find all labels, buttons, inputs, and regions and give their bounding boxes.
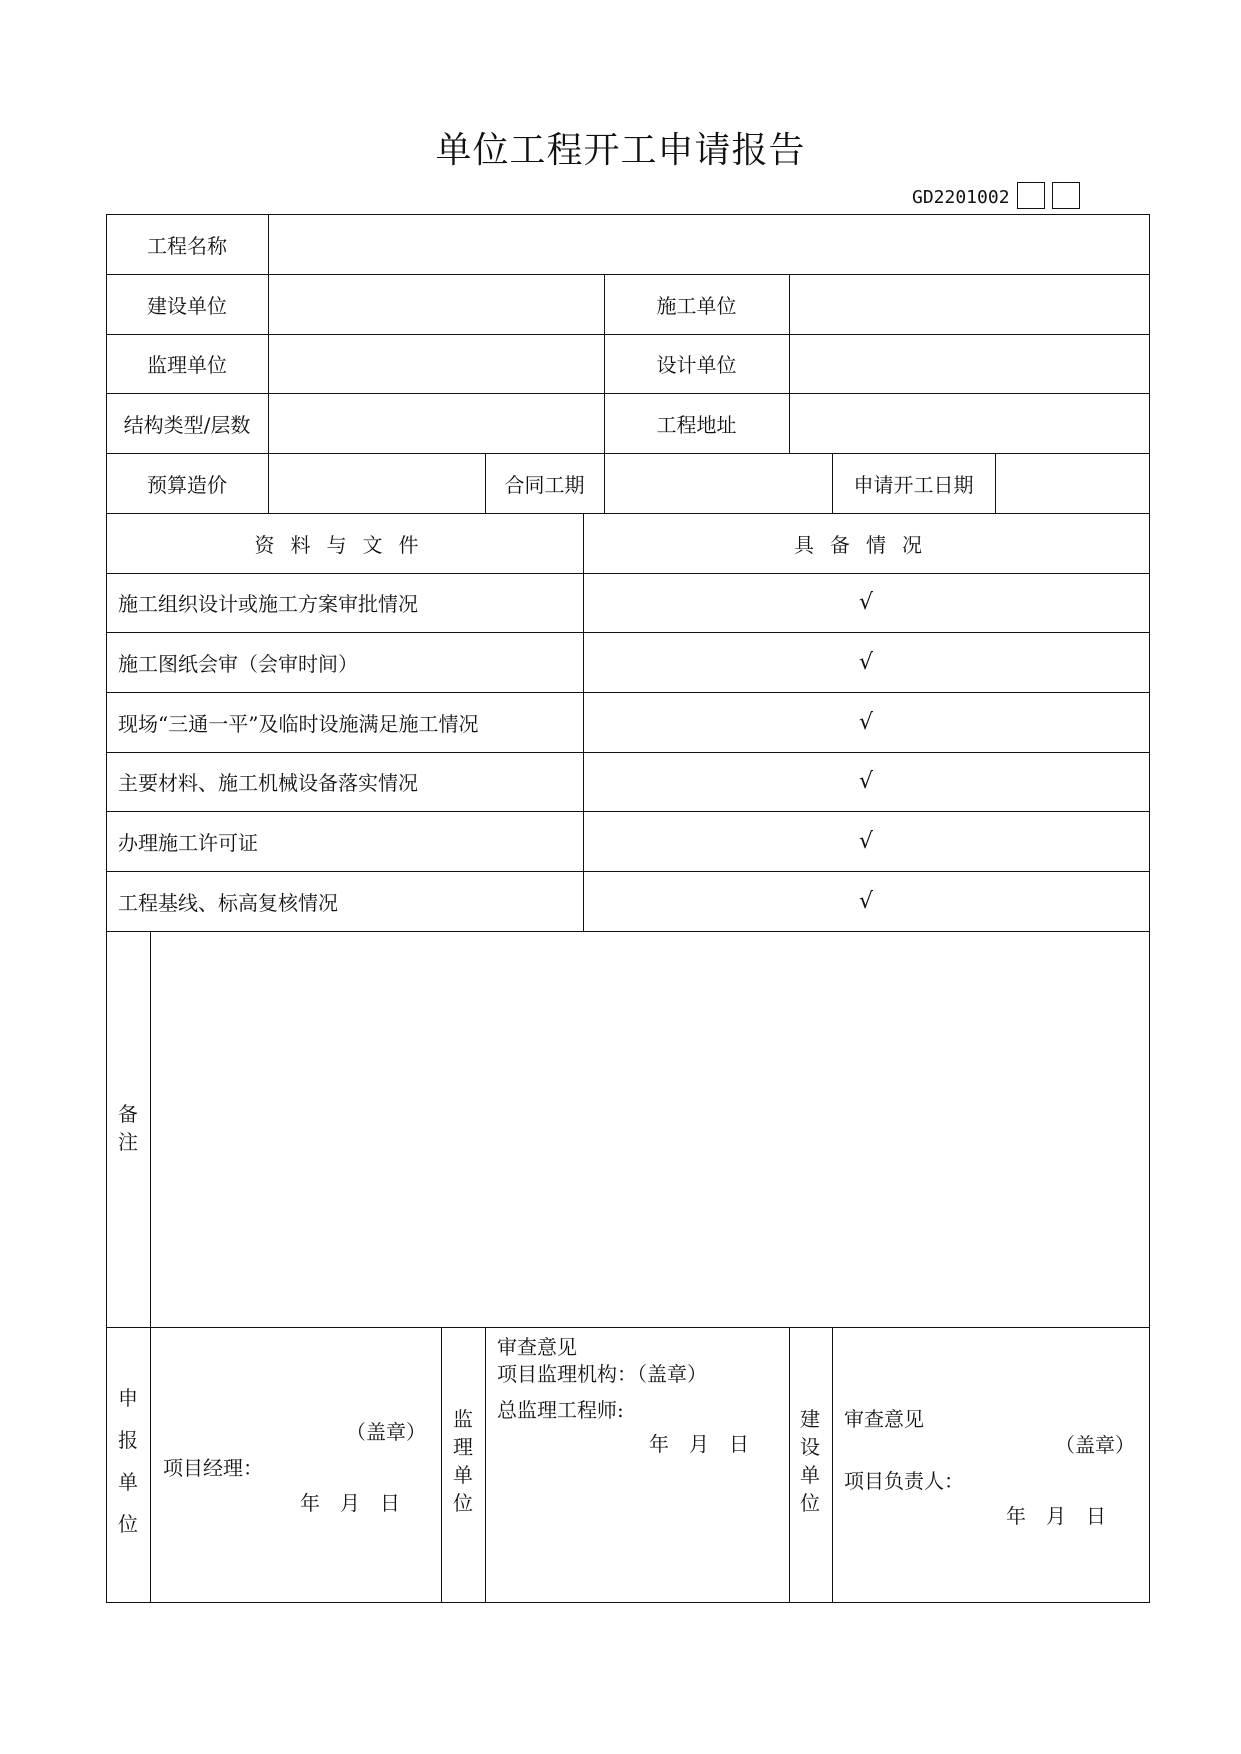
checklist-item-label: 工程基线、标高复核情况	[118, 890, 338, 915]
construction-unit-field[interactable]	[789, 274, 1149, 334]
supervision-opinion-label: 审查意见	[497, 1335, 577, 1359]
label-apply-start-date: 申请开工日期	[853, 472, 974, 497]
owner-opinion-label: 审查意见	[844, 1407, 924, 1431]
label-supervision-unit: 监理单位	[147, 353, 227, 377]
page-title: 单位工程开工申请报告	[435, 130, 806, 171]
checklist-item-label: 办理施工许可证	[118, 830, 258, 855]
applicant-label-char: 位	[118, 1512, 138, 1536]
owner-date: 年 月 日	[1006, 1504, 1106, 1528]
supervision-label-char: 单	[453, 1463, 473, 1487]
checklist-item-status[interactable]: √	[858, 888, 874, 914]
owner-unit-field[interactable]	[268, 274, 604, 334]
applicant-date: 年 月 日	[300, 1491, 400, 1515]
checklist-item-label: 主要材料、施工机械设备落实情况	[118, 771, 418, 795]
supervision-unit-field[interactable]	[268, 334, 604, 393]
applicant-label-char: 单	[118, 1470, 138, 1494]
label-construction-unit: 施工单位	[656, 293, 737, 318]
checklist-item-status[interactable]: √	[858, 709, 874, 735]
label-budget-cost: 预算造价	[147, 472, 227, 497]
remarks-field[interactable]	[150, 931, 1149, 1327]
owner-seal: （盖章）	[1055, 1433, 1135, 1457]
label-owner-unit: 建设单位	[147, 293, 227, 318]
checklist-item-label: 施工图纸会审（会审时间）	[118, 651, 358, 676]
owner-label-char: 建	[800, 1407, 820, 1431]
checklist-item-status[interactable]: √	[858, 649, 874, 675]
form-code: GD2201002	[912, 187, 1010, 208]
checklist-item-status[interactable]: √	[858, 828, 874, 854]
applicant-seal: （盖章）	[346, 1420, 426, 1444]
code-box-1[interactable]	[1017, 182, 1045, 209]
budget-cost-field[interactable]	[268, 453, 485, 513]
applicant-label	[114, 1377, 142, 1545]
supervision-label-char: 理	[453, 1435, 473, 1459]
structure-floors-field[interactable]	[268, 393, 604, 453]
label-contract-period: 合同工期	[504, 472, 585, 497]
contract-period-field[interactable]	[604, 453, 832, 513]
apply-start-date-field[interactable]	[995, 453, 1149, 513]
project-address-field[interactable]	[789, 393, 1149, 453]
label-structure-floors: 结构类型/层数	[123, 412, 251, 437]
design-unit-field[interactable]	[789, 334, 1149, 393]
supervision-org-label: 项目监理机构：（盖章）	[497, 1362, 707, 1386]
applicant-label-char: 报	[118, 1428, 138, 1452]
supervision-engineer-label: 总监理工程师:	[497, 1398, 624, 1422]
checklist-item-label: 施工组织设计或施工方案审批情况	[118, 592, 418, 616]
header-status: 具备情况	[794, 532, 938, 557]
supervision-label-char: 位	[453, 1491, 473, 1515]
applicant-manager-label: 项目经理：	[163, 1456, 263, 1480]
checklist-item-label: 现场“三通一平”及临时设施满足施工情况	[118, 711, 479, 736]
project-name-field[interactable]	[268, 214, 1149, 274]
owner-label-char: 设	[800, 1435, 820, 1459]
owner-label	[796, 1405, 824, 1517]
supervision-label-char: 监	[453, 1407, 473, 1431]
owner-person-label: 项目负责人：	[844, 1469, 964, 1493]
owner-label-char: 单	[800, 1463, 820, 1487]
header-docs: 资料与文件	[254, 532, 435, 557]
remarks-label	[114, 1100, 142, 1156]
label-design-unit: 设计单位	[656, 353, 737, 377]
applicant-label-char: 申	[118, 1386, 138, 1410]
code-box-2[interactable]	[1052, 182, 1080, 209]
supervision-date: 年 月 日	[649, 1432, 749, 1456]
checklist-item-status[interactable]: √	[858, 590, 874, 615]
supervision-label	[449, 1405, 477, 1517]
label-project-address: 工程地址	[656, 412, 737, 437]
remarks-label-char: 备	[118, 1102, 138, 1126]
remarks-label-char: 注	[118, 1130, 138, 1154]
checklist-item-status[interactable]: √	[858, 769, 874, 794]
label-project-name: 工程名称	[147, 233, 227, 258]
owner-label-char: 位	[800, 1491, 820, 1515]
